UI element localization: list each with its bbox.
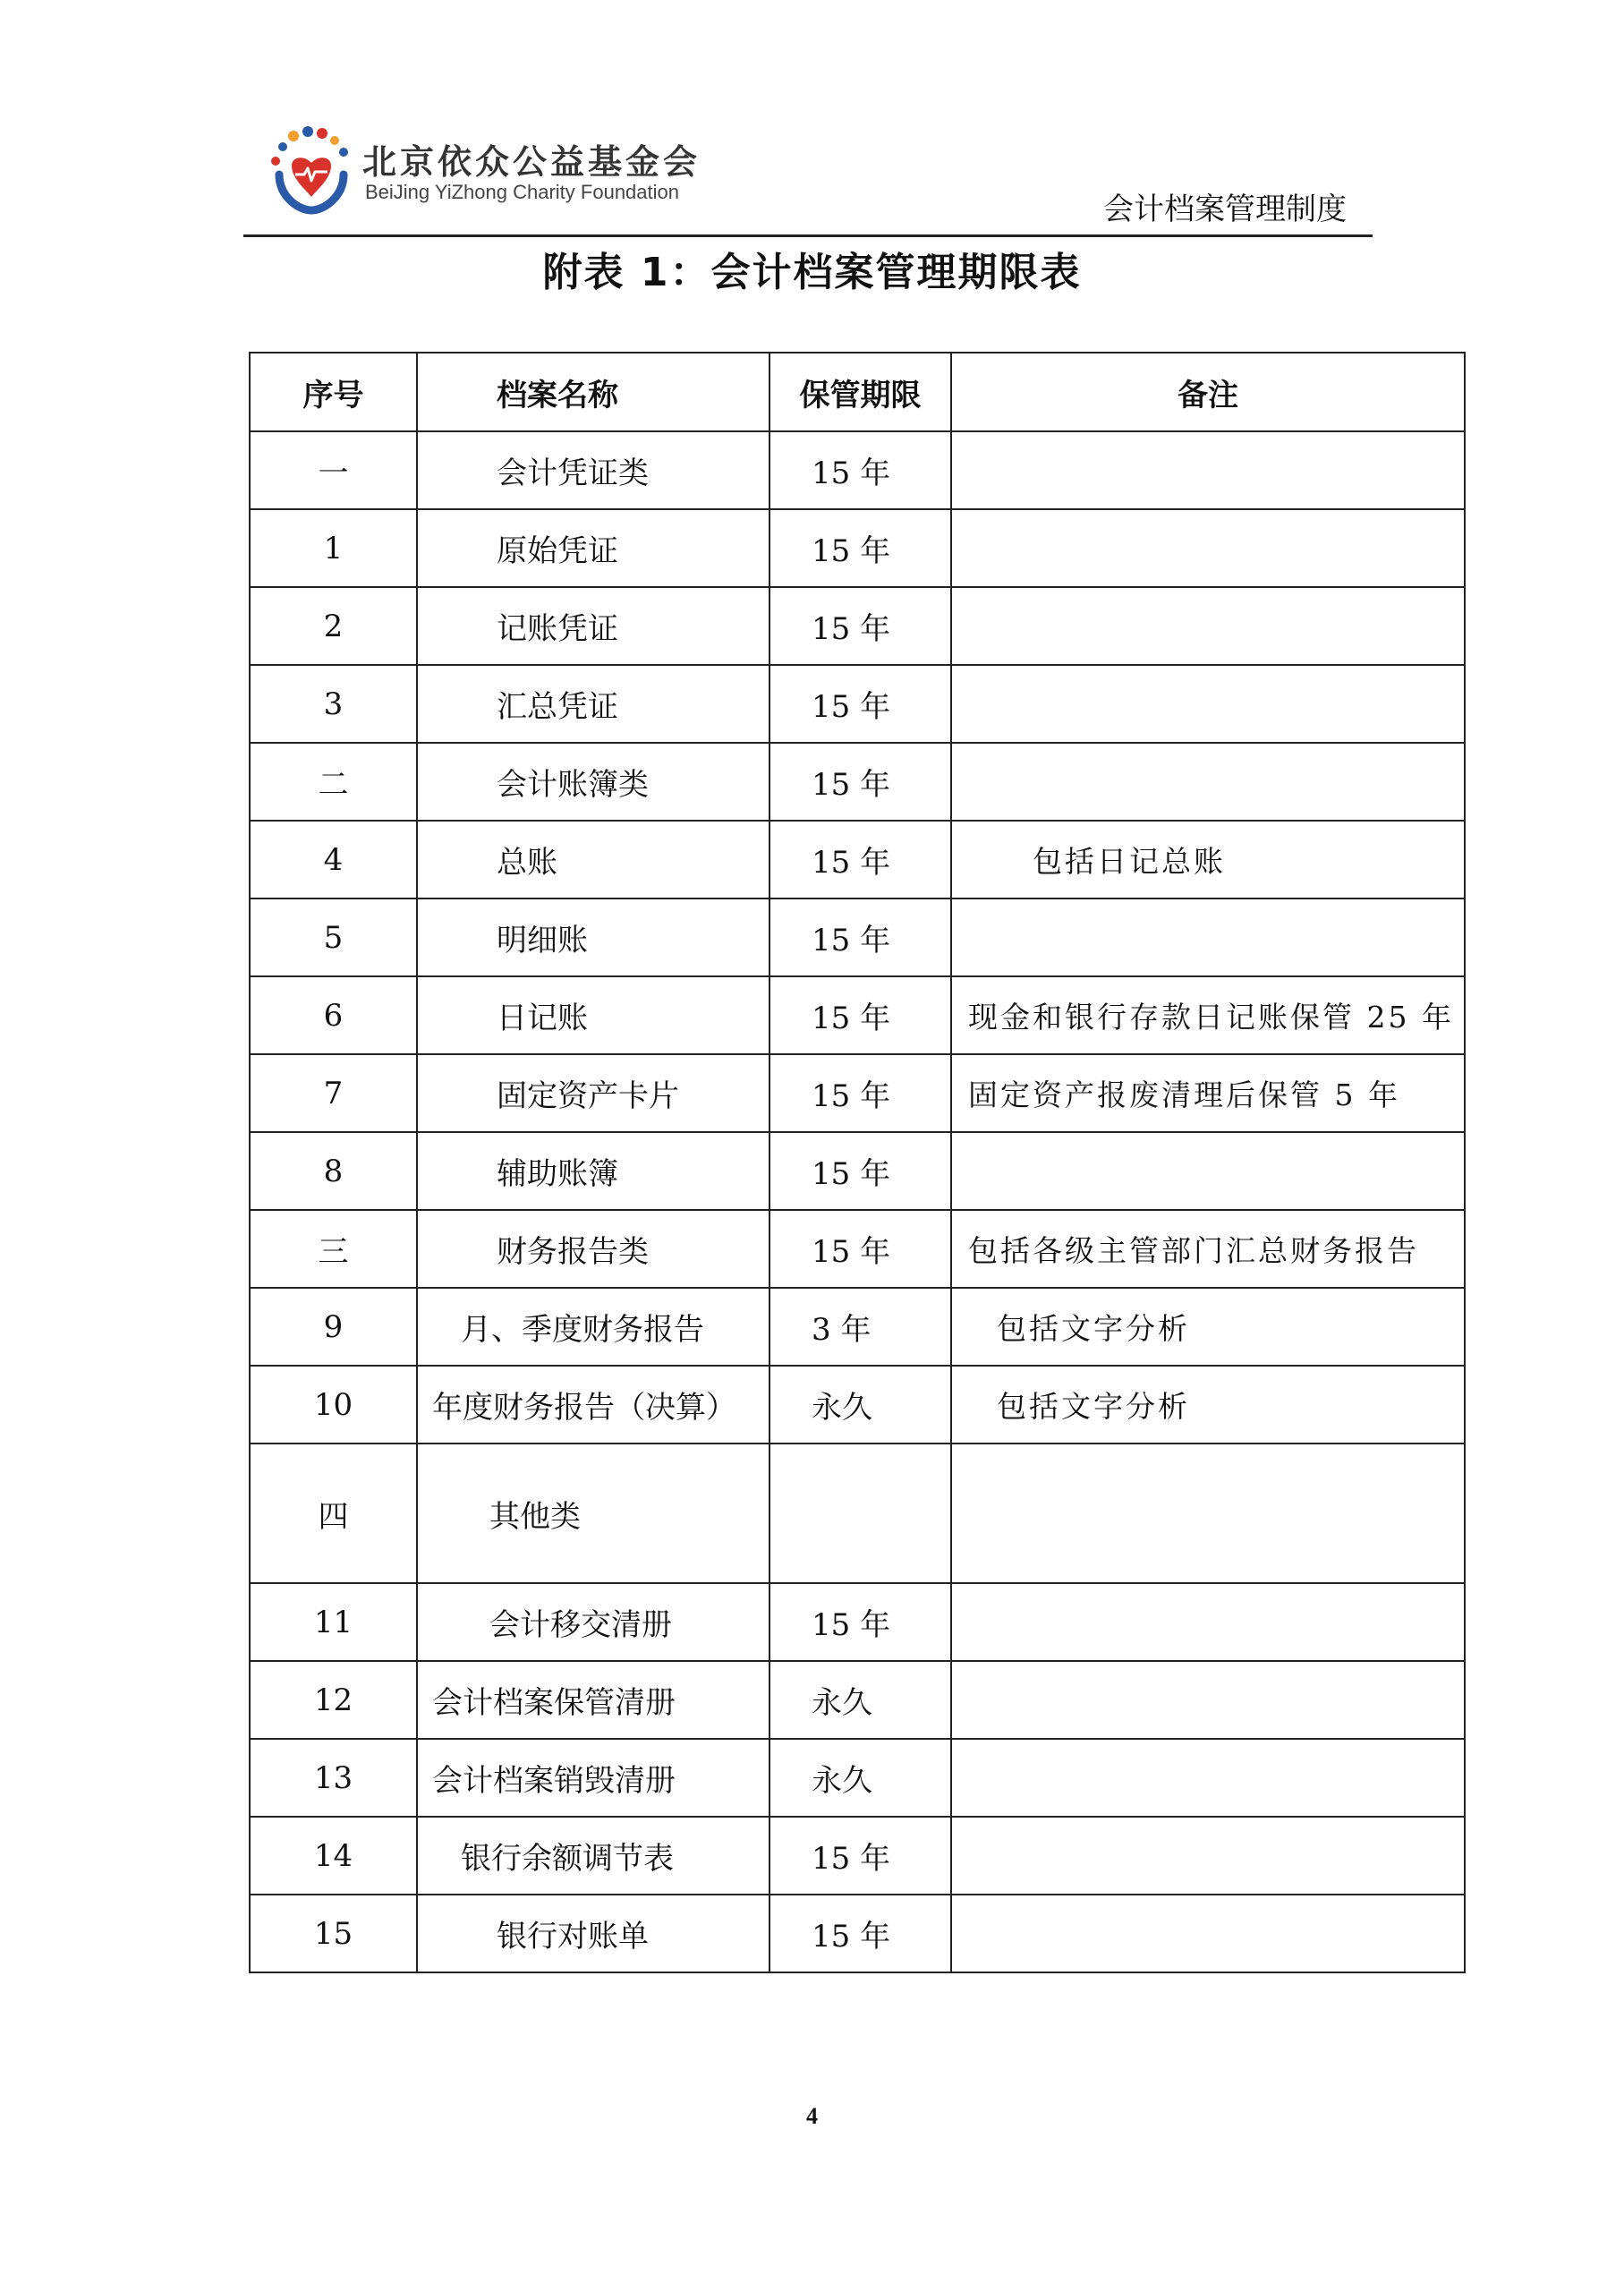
cell-note — [951, 1661, 1465, 1739]
cell-period: 15 年 — [769, 1817, 951, 1895]
cell-name: 会计档案销毁清册 — [417, 1739, 769, 1817]
page-number: 4 — [806, 2103, 818, 2129]
cell-name: 其他类 — [417, 1444, 769, 1583]
table-row — [250, 1583, 1465, 1661]
cell-no: 1 — [250, 509, 417, 587]
table-row — [250, 899, 1465, 976]
cell-no: 2 — [250, 587, 417, 665]
cell-period: 永久 — [769, 1661, 951, 1739]
cell-no: 10 — [250, 1366, 417, 1444]
header-no: 序号 — [250, 353, 417, 431]
cell-no: 13 — [250, 1739, 417, 1817]
cell-period: 15 年 — [769, 1583, 951, 1661]
table-row — [250, 1817, 1465, 1895]
cell-note: 包括文字分析 — [951, 1288, 1465, 1366]
cell-name: 总账 — [417, 821, 769, 899]
header-period: 保管期限 — [769, 353, 951, 431]
table-row — [250, 1444, 1465, 1583]
cell-name: 汇总凭证 — [417, 665, 769, 743]
cell-period: 3 年 — [769, 1288, 951, 1366]
cell-period: 15 年 — [769, 1210, 951, 1288]
cell-note — [951, 743, 1465, 821]
cell-note — [951, 1132, 1465, 1210]
org-name-en: BeiJing YiZhong Charity Foundation — [365, 181, 679, 203]
cell-note — [951, 587, 1465, 665]
cell-no: 8 — [250, 1132, 417, 1210]
cell-no: 一 — [250, 431, 417, 509]
cell-period: 15 年 — [769, 509, 951, 587]
cell-note — [951, 899, 1465, 976]
table-row — [250, 1739, 1465, 1817]
cell-no: 四 — [250, 1444, 417, 1583]
table-row — [250, 509, 1465, 587]
cell-note — [951, 1583, 1465, 1661]
cell-note — [951, 1444, 1465, 1583]
cell-no: 4 — [250, 821, 417, 899]
cell-period: 15 年 — [769, 743, 951, 821]
cell-no: 7 — [250, 1054, 417, 1132]
cell-no: 3 — [250, 665, 417, 743]
header-divider — [243, 234, 1373, 237]
cell-name: 会计凭证类 — [417, 431, 769, 509]
table-row — [250, 1895, 1465, 1972]
cell-no: 11 — [250, 1583, 417, 1661]
cell-name: 日记账 — [417, 976, 769, 1054]
table-row — [250, 587, 1465, 665]
cell-period: 15 年 — [769, 665, 951, 743]
cell-name: 记账凭证 — [417, 587, 769, 665]
cell-name: 会计档案保管清册 — [417, 1661, 769, 1739]
cell-no: 5 — [250, 899, 417, 976]
cell-no: 9 — [250, 1288, 417, 1366]
table-row — [250, 431, 1465, 509]
header-name: 档案名称 — [417, 353, 769, 431]
cell-name: 会计移交清册 — [417, 1583, 769, 1661]
table-row — [250, 1288, 1465, 1366]
cell-note — [951, 665, 1465, 743]
cell-name: 银行余额调节表 — [417, 1817, 769, 1895]
cell-note: 包括文字分析 — [951, 1366, 1465, 1444]
table-row — [250, 1661, 1465, 1739]
retention-period-table — [249, 352, 1466, 1973]
cell-note: 固定资产报废清理后保管 5 年 — [951, 1054, 1465, 1132]
cell-name: 财务报告类 — [417, 1210, 769, 1288]
cell-note: 包括各级主管部门汇总财务报告 — [951, 1210, 1465, 1288]
cell-period: 15 年 — [769, 1895, 951, 1972]
cell-name: 辅助账簿 — [417, 1132, 769, 1210]
cell-period: 15 年 — [769, 821, 951, 899]
cell-name: 明细账 — [417, 899, 769, 976]
table-row — [250, 665, 1465, 743]
cell-name: 原始凭证 — [417, 509, 769, 587]
cell-note: 现金和银行存款日记账保管 25 年 — [951, 976, 1465, 1054]
table-header-row — [250, 353, 1465, 431]
table-row — [250, 821, 1465, 899]
table-row — [250, 1210, 1465, 1288]
cell-no: 12 — [250, 1661, 417, 1739]
cell-period: 15 年 — [769, 899, 951, 976]
cell-period: 15 年 — [769, 1054, 951, 1132]
cell-name: 月、季度财务报告 — [417, 1288, 769, 1366]
cell-note — [951, 509, 1465, 587]
cell-no: 6 — [250, 976, 417, 1054]
cell-name: 银行对账单 — [417, 1895, 769, 1972]
cell-period: 15 年 — [769, 431, 951, 509]
org-name-cn: 北京依众公益基金会 — [362, 142, 701, 182]
foundation-logo-icon — [267, 125, 356, 215]
cell-no: 二 — [250, 743, 417, 821]
cell-no: 15 — [250, 1895, 417, 1972]
cell-no: 14 — [250, 1817, 417, 1895]
table-row — [250, 1132, 1465, 1210]
table-row — [250, 976, 1465, 1054]
cell-note — [951, 1817, 1465, 1895]
cell-note — [951, 1895, 1465, 1972]
cell-note — [951, 431, 1465, 509]
cell-period: 永久 — [769, 1366, 951, 1444]
page-title: 附表 1：会计档案管理期限表 — [542, 250, 1082, 295]
cell-note — [951, 1739, 1465, 1817]
cell-name: 固定资产卡片 — [417, 1054, 769, 1132]
cell-period: 永久 — [769, 1739, 951, 1817]
cell-period: 15 年 — [769, 1132, 951, 1210]
cell-period: 15 年 — [769, 976, 951, 1054]
cell-name: 年度财务报告（决算） — [417, 1366, 769, 1444]
cell-period — [769, 1444, 951, 1583]
table-row — [250, 1054, 1465, 1132]
cell-note: 包括日记总账 — [951, 821, 1465, 899]
cell-period: 15 年 — [769, 587, 951, 665]
document-title: 会计档案管理制度 — [1103, 192, 1347, 227]
cell-name: 会计账簿类 — [417, 743, 769, 821]
cell-no: 三 — [250, 1210, 417, 1288]
header-note: 备注 — [951, 353, 1465, 431]
table-row — [250, 743, 1465, 821]
table-row — [250, 1366, 1465, 1444]
